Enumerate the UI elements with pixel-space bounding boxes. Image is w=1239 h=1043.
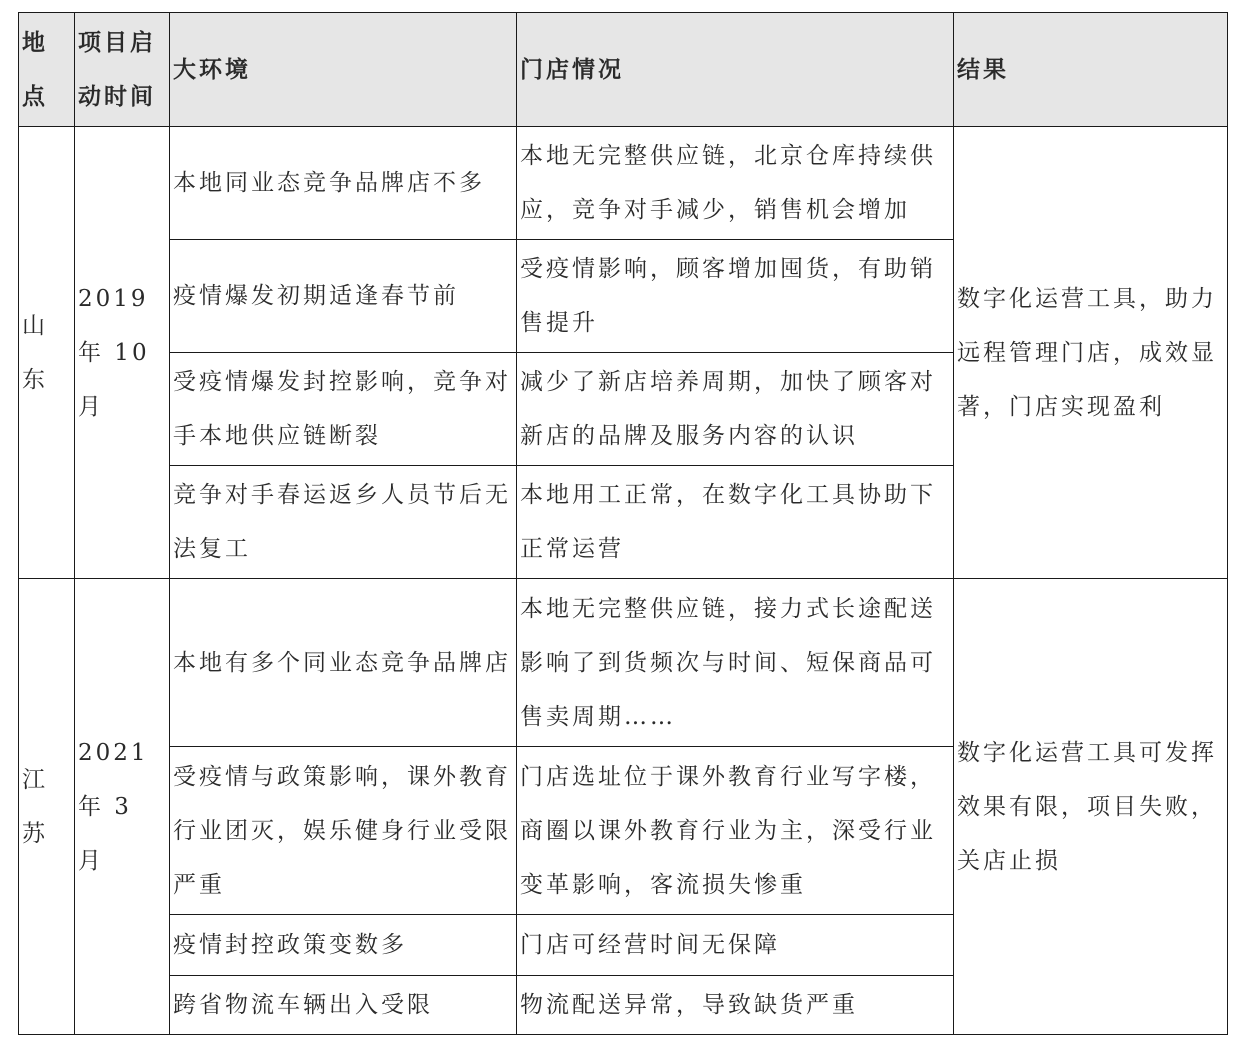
store-situation-cell: 门店可经营时间无保障 bbox=[517, 915, 954, 976]
environment-cell: 本地同业态竞争品牌店不多 bbox=[170, 127, 517, 240]
store-situation-cell: 减少了新店培养周期，加快了顾客对新店的品牌及服务内容的认识 bbox=[517, 353, 954, 466]
header-store-situation: 门店情况 bbox=[517, 13, 954, 127]
table-row bbox=[19, 127, 1228, 240]
start-time-cell: 2021 年 3 月 bbox=[75, 579, 170, 1035]
header-location: 地点 bbox=[19, 13, 75, 127]
environment-cell: 受疫情与政策影响，课外教育行业团灭，娱乐健身行业受限严重 bbox=[170, 747, 517, 915]
header-start-time: 项目启动时间 bbox=[75, 13, 170, 127]
results-table bbox=[18, 12, 1228, 1035]
store-situation-cell: 本地无完整供应链，北京仓库持续供应，竞争对手减少，销售机会增加 bbox=[517, 127, 954, 240]
location-cell: 江苏 bbox=[19, 579, 75, 1035]
store-situation-cell: 本地用工正常，在数字化工具协助下正常运营 bbox=[517, 466, 954, 579]
result-cell: 数字化运营工具可发挥效果有限，项目失败，关店止损 bbox=[954, 579, 1228, 1035]
environment-cell: 疫情爆发初期适逢春节前 bbox=[170, 240, 517, 353]
result-cell: 数字化运营工具，助力远程管理门店，成效显著，门店实现盈利 bbox=[954, 127, 1228, 579]
table-row bbox=[19, 579, 1228, 747]
environment-cell: 竞争对手春运返乡人员节后无法复工 bbox=[170, 466, 517, 579]
store-situation-cell: 门店选址位于课外教育行业写字楼，商圈以课外教育行业为主，深受行业变革影响，客流损失惨重 bbox=[517, 747, 954, 915]
start-time-cell: 2019 年 10 月 bbox=[75, 127, 170, 579]
location-cell: 山东 bbox=[19, 127, 75, 579]
environment-cell: 疫情封控政策变数多 bbox=[170, 915, 517, 976]
store-situation-cell: 物流配送异常，导致缺货严重 bbox=[517, 976, 954, 1035]
header-environment: 大环境 bbox=[170, 13, 517, 127]
header-result: 结果 bbox=[954, 13, 1228, 127]
store-situation-cell: 本地无完整供应链，接力式长途配送影响了到货频次与时间、短保商品可售卖周期…… bbox=[517, 579, 954, 747]
environment-cell: 跨省物流车辆出入受限 bbox=[170, 976, 517, 1035]
store-situation-cell: 受疫情影响，顾客增加囤货，有助销售提升 bbox=[517, 240, 954, 353]
environment-cell: 本地有多个同业态竞争品牌店 bbox=[170, 579, 517, 747]
table-header-row bbox=[19, 13, 1228, 127]
environment-cell: 受疫情爆发封控影响，竞争对手本地供应链断裂 bbox=[170, 353, 517, 466]
